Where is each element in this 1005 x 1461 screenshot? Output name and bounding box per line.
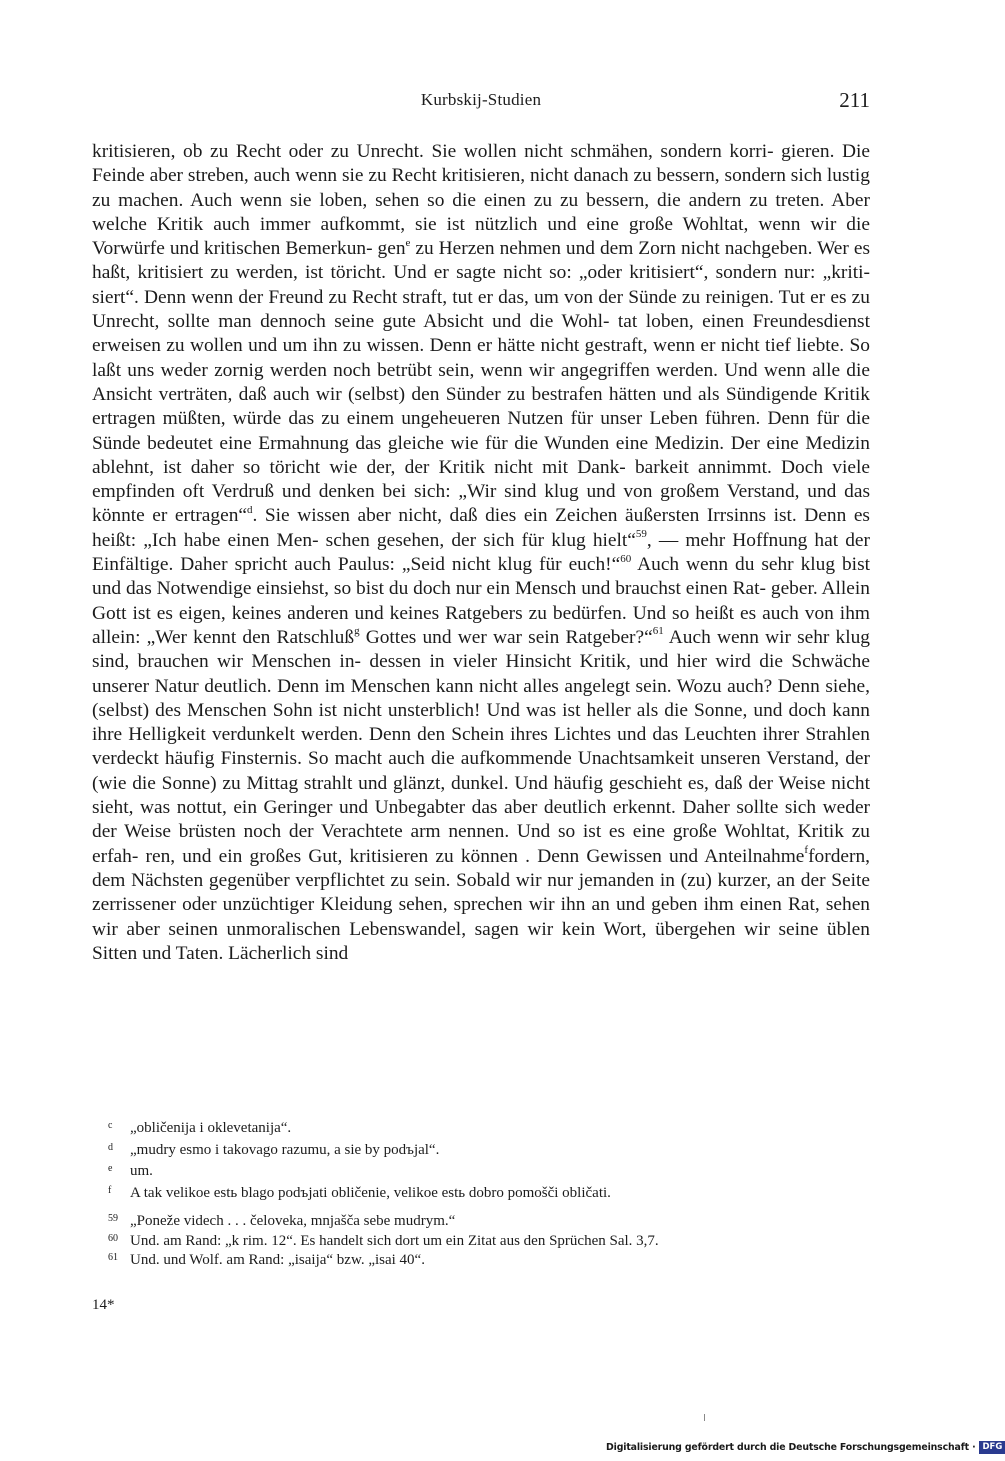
footnote: [108, 1251, 868, 1271]
digitization-footer: [606, 1441, 1005, 1454]
running-head: Kurbskij-Studien: [420, 90, 542, 109]
main-text: [92, 140, 870, 966]
text-segment: betrübt sein, wenn wir angegriffen werden. Und wenn alle die Ansicht verträten, daß: [92, 359, 870, 405]
text-segment: dunkel. Und häufig geschieht es, daß der Weise nicht sieht, was nottut, ein Geringer: [92, 772, 870, 819]
footnote-mark: d: [108, 1141, 113, 1153]
text-segment: das Notwendige einsiehst, so bist du doch nur ein Mensch und brauchst einen Rat-: [125, 578, 766, 600]
footnote-mark: 59: [108, 1213, 118, 1224]
footnote-mark: f: [108, 1184, 112, 1196]
footnote-ref: e: [405, 236, 411, 249]
text-segment: werden, ist töricht. Und er sagte nicht so: „oder kritisiert“, sondern nur: „kriti-: [235, 262, 870, 284]
text-segment: gen: [377, 238, 406, 260]
text-segment: Auch wenn du sehr klug bist und: [92, 554, 871, 600]
footnote-mark: c: [108, 1120, 113, 1131]
text-segment: Auch wenn wir sehr klug sind, brauchen wir Menschen in-: [92, 626, 870, 673]
text-segment: ihn an und geben ihm einen Rat, sehen wir aber seinen unmoralischen Lebenswandel,: [92, 894, 870, 940]
text-segment: geber. Allein Gott ist es eigen, keines anderen und keines Ratgebers zu bedürfen.: [92, 578, 870, 624]
footnote-ref: 59: [635, 528, 647, 541]
footnote-ref: 61: [652, 625, 664, 638]
text-segment: fordern, dem Nächsten gegenüber verpflichtet zu sein. Sobald wir nur jemanden in: [92, 845, 870, 891]
text-segment: reinigen. Tut er es zu Unrecht, sollte man dennoch seine gute Absicht und die Wohl-: [92, 286, 870, 333]
footnote-mark: e: [108, 1163, 113, 1174]
dfg-logo: DFG: [979, 1441, 1005, 1454]
footnote: [108, 1212, 868, 1232]
footnote: [108, 1232, 868, 1252]
numbered-footnotes: [108, 1212, 868, 1271]
footnote: [108, 1118, 868, 1140]
page-header: [92, 88, 870, 118]
text-segment: hätte nicht gestraft, wenn er nicht tief liebte. So laßt uns weder zornig werden noch: [92, 335, 870, 381]
footnote: [108, 1183, 868, 1205]
text-segment: noch der Verachtete arm nennen. Und so ist es eine große Wohltat, Kritik zu erfah-: [92, 821, 870, 867]
page-number: 211: [839, 88, 870, 112]
footnote-text: „Poneže videch . . . čeloveka, mnjašča sebe mudrym.“: [130, 1213, 456, 1229]
footnote-ref: 60: [620, 552, 632, 565]
footnote-text: „obličenija i oklevetanija“.: [130, 1120, 292, 1136]
text-segment: . Sie wissen aber nicht,: [252, 505, 443, 527]
text-segment: Leuchten ihrer Strahlen verdeckt häufig Finsternis. So macht auch die aufkommende: [92, 724, 870, 770]
text-segment: Gottes und wer: [359, 626, 487, 648]
text-segment: Unachtsamkeit unseren Verstand, der (wie die Sonne) zu Mittag strahlt und glänzt,: [92, 748, 870, 794]
text-segment: gieren. Die Feinde aber streben, auch wenn sie zu Recht kritisieren, nicht danach zu: [92, 141, 871, 187]
text-segment: auch wir (selbst) den Sünder zu bestrafen hätten und als Sündigende Kritik ertragen: [92, 383, 870, 430]
footnote-text: A tak velikoe estь blago podъjati obličenie, velikoe estь dobro pomošči obličati.: [130, 1184, 611, 1201]
footnote-ref: g: [354, 625, 360, 638]
text-segment: war sein Ratgeber?“: [492, 626, 653, 648]
footnote-ref: d: [247, 503, 253, 516]
footnote-mark: 60: [108, 1232, 118, 1244]
text-segment: Denn im Menschen kann nicht alles angelegt sein. Wozu auch? Denn siehe, (selbst): [92, 675, 871, 721]
text-segment: zu bessern, die andern zu treten. Aber welche Kritik auch immer aufkommt, sie ist: [92, 189, 870, 235]
text-segment: Und so heißt es auch von ihm allein: „Wer kennt den Ratschluß: [92, 602, 870, 648]
footnote-text: Und. und Wolf. am Rand: „isaija“ bzw. „isai 40“.: [130, 1252, 425, 1268]
text-segment: , — mehr Hoffnung hat der Einfältige. Daher: [92, 529, 870, 576]
text-segment: daß dies ein Zeichen äußersten Irrsinns ist. Denn es heißt: „Ich habe einen Men-: [92, 505, 870, 551]
text-segment: klug und von großem Verstand, und das könnte er ertragen“: [92, 481, 870, 527]
footnote: [108, 1140, 868, 1162]
text-segment: barkeit annimmt. Doch viele empfinden oft Verdruß und denken bei sich: „Wir sind: [92, 456, 870, 503]
text-segment: Der eine Medizin ablehnt, ist daher so töricht wie der, der Kritik nicht mit Dank-: [92, 432, 870, 478]
text-segment: nützlich und eine große Wohltat, wenn wir die Vorwürfe und kritischen Bemerkun-: [92, 213, 870, 260]
text-segment: kritisieren, ob zu Recht oder zu Unrecht. Sie wollen nicht schmähen, sondern korri-: [92, 141, 774, 162]
printer-signature-mark: 14*: [92, 1297, 115, 1313]
letter-footnotes: [108, 1118, 868, 1204]
footnote-text: Und. am Rand: „k rim. 12“. Es handelt sich dort um ein Zitat aus den Sprüchen Sal. 3,7.: [130, 1232, 659, 1249]
footnote-text: „mudry esmo i takovago razumu, a sie by podъjal“.: [130, 1141, 440, 1158]
text-segment: tat loben, einen Freundesdienst erweisen zu wollen und um ihn zu wissen. Denn er: [92, 311, 870, 357]
footer-credit: Digitalisierung gefördert durch die Deutsche Forschungsgemeinschaft ·: [606, 1442, 976, 1453]
scan-artifact: [704, 1414, 709, 1421]
footnote-text: um.: [130, 1163, 153, 1179]
text-segment: und Unbegabter das aber deutlich erkennt. Daher sollte sich weder der Weise brüsten: [92, 797, 871, 843]
footnote-ref: f: [804, 844, 809, 857]
footnote: [108, 1161, 868, 1183]
footnote-mark: 61: [108, 1252, 118, 1263]
text-segment: dessen in vieler Hinsicht Kritik, und hier wird die Schwäche unserer Natur deutlich.: [92, 651, 870, 697]
text-segment: kann ihre Helligkeit verdunkelt werden. Denn den Schein ihres Lichtes und das: [92, 699, 870, 746]
text-segment: müßten, würde das zu einem ungeheueren Nutzen für unser Leben führen. Denn für: [162, 408, 840, 430]
text-segment: sagen wir kein Wort, übergehen wir seine üblen Sitten und Taten. Lächerlich sind: [92, 918, 870, 964]
text-segment: schen gesehen, der sich für klug hielt“: [325, 529, 636, 551]
text-segment: bessern, sondern sich lustig zu machen. Auch wenn sie loben, sehen so die einen zu: [92, 165, 870, 211]
text-segment: des Menschen Sohn ist nicht unsterblich! Und was ist heller als die Sonne, und doch: [155, 699, 827, 721]
text-segment: siert“. Denn wenn der Freund zu Recht straft, tut er das, um von der Sünde zu: [92, 286, 701, 308]
text-segment: die Sünde bedeutet eine Ermahnung das gleiche wie für die Wunden eine Medizin.: [92, 408, 870, 454]
text-segment: (zu) kurzer, an der Seite zerrissener oder unzüchtiger Kleidung sehen, sprechen wir: [92, 869, 870, 916]
text-segment: zu Herzen nehmen und dem Zorn nicht nachgeben. Wer es haßt, kritisiert zu: [92, 238, 870, 284]
text-segment: ren, und ein großes Gut, kritisieren zu können: [145, 845, 518, 867]
text-segment: . Denn Gewissen und Anteilnahme: [525, 845, 805, 867]
text-segment: spricht auch Paulus: „Seid nicht klug für euch!“: [234, 554, 621, 576]
